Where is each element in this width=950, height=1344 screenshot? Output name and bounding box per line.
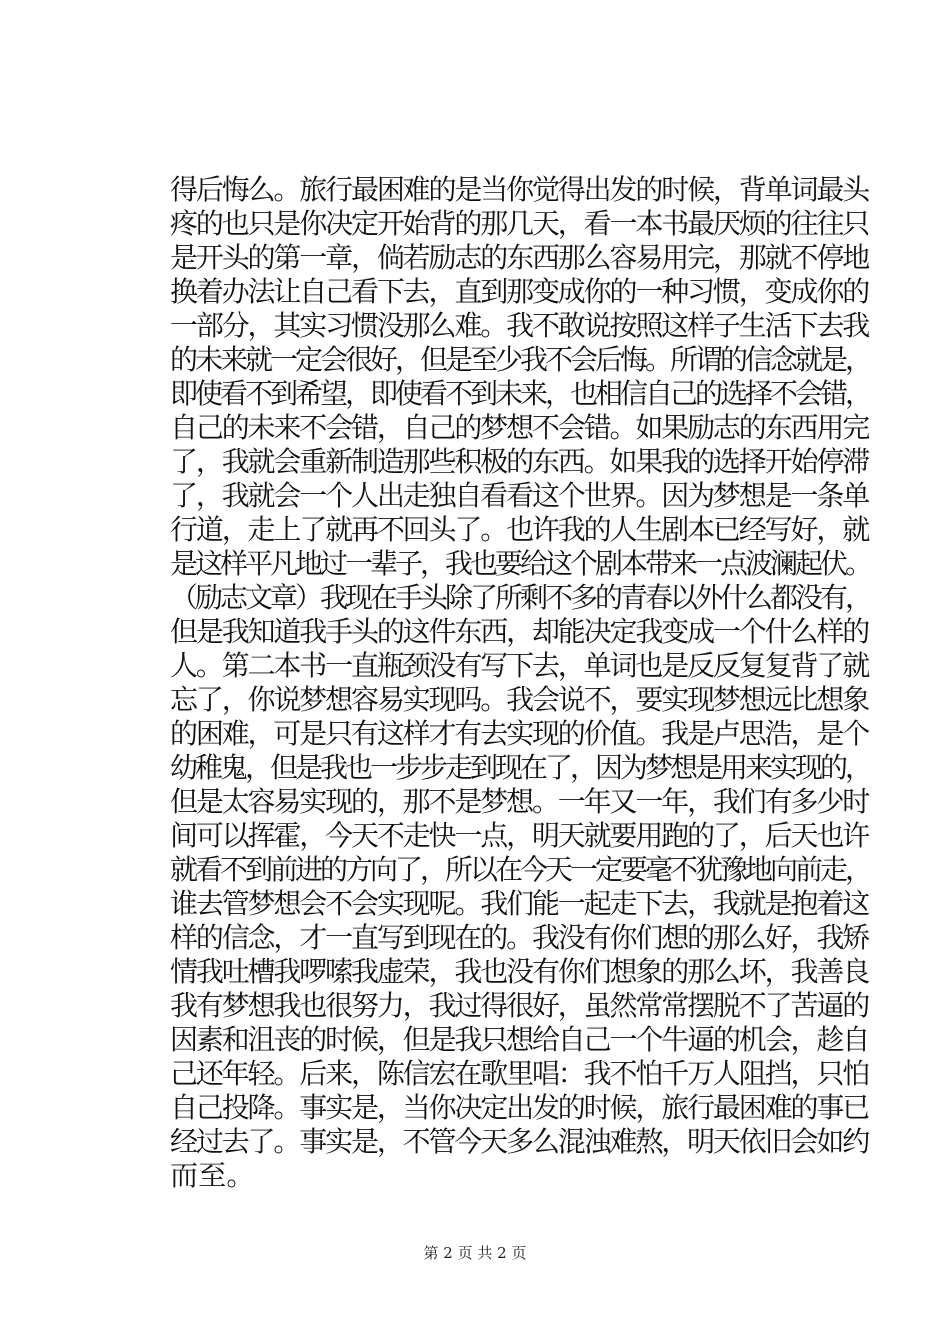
text-line: 人。第二本书一直瓶颈没有写下去，单词也是反反复复背了就 (170, 649, 869, 682)
text-line: 了，我就会一个人出走独自看看这个世界。因为梦想是一条单 (170, 479, 869, 512)
page-number-footer: 第 2 页 共 2 页 (423, 1244, 527, 1262)
text-line: 样的信念，才一直写到现在的。我没有你们想的那么好，我矫 (170, 921, 869, 954)
text-line: （励志文章）我现在手头除了所剩不多的青春以外什么都没有， (170, 581, 871, 614)
text-line: 的困难，可是只有这样才有去实现的价值。我是卢思浩，是个 (170, 717, 869, 750)
text-line: 的未来就一定会很好，但是至少我不会后悔。所谓的信念就是， (170, 343, 871, 376)
text-line: 得后悔么。旅行最困难的是当你觉得出发的时候，背单词最头 (170, 173, 869, 206)
text-line: 是这样平凡地过一辈子，我也要给这个剧本带来一点波澜起伏。 (170, 547, 871, 580)
text-line: 疼的也只是你决定开始背的那几天，看一本书最厌烦的往往只 (170, 207, 869, 240)
text-line: 但是我知道我手头的这件东西，却能决定我变成一个什么样的 (170, 615, 869, 648)
text-line: 因素和沮丧的时候，但是我只想给自己一个牛逼的机会，趁自 (170, 1023, 869, 1056)
text-line: 间可以挥霍，今天不走快一点，明天就要用跑的了，后天也许 (170, 819, 869, 852)
text-line: 己还年轻。后来，陈信宏在歌里唱：我不怕千万人阻挡，只怕 (170, 1057, 869, 1090)
text-line: 即使看不到希望，即使看不到未来，也相信自己的选择不会错， (170, 377, 871, 410)
text-line: 但是太容易实现的，那不是梦想。一年又一年，我们有多少时 (170, 785, 869, 818)
text-line: 幼稚鬼，但是我也一步步走到现在了，因为梦想是用来实现的， (170, 751, 871, 784)
text-line: 换着办法让自己看下去，直到那变成你的一种习惯，变成你的 (170, 275, 869, 308)
body-text (170, 173, 870, 1193)
text-line: 行道，走上了就再不回头了。也许我的人生剧本已经写好，就 (170, 513, 869, 546)
text-line: 而至。 (170, 1159, 255, 1192)
text-line: 我有梦想我也很努力，我过得很好，虽然常常摆脱不了苦逼的 (170, 989, 869, 1022)
text-line: 自己投降。事实是，当你决定出发的时候，旅行最困难的事已 (170, 1091, 869, 1124)
text-line: 了，我就会重新制造那些积极的东西。如果我的选择开始停滞 (170, 445, 869, 478)
text-line: 谁去管梦想会不会实现呢。我们能一起走下去，我就是抱着这 (170, 887, 869, 920)
text-line: 就看不到前进的方向了，所以在今天一定要毫不犹豫地向前走， (170, 853, 871, 886)
text-line: 自己的未来不会错，自己的梦想不会错。如果励志的东西用完 (170, 411, 869, 444)
text-line: 是开头的第一章，倘若励志的东西那么容易用完，那就不停地 (170, 241, 869, 274)
text-line: 一部分，其实习惯没那么难。我不敢说按照这样子生活下去我 (170, 309, 869, 342)
text-line: 情我吐槽我啰嗦我虚荣，我也没有你们想象的那么坏，我善良 (170, 955, 869, 988)
text-line: 忘了，你说梦想容易实现吗。我会说不，要实现梦想远比想象 (170, 683, 869, 716)
text-line: 经过去了。事实是，不管今天多么混浊难熬，明天依旧会如约 (170, 1125, 869, 1158)
